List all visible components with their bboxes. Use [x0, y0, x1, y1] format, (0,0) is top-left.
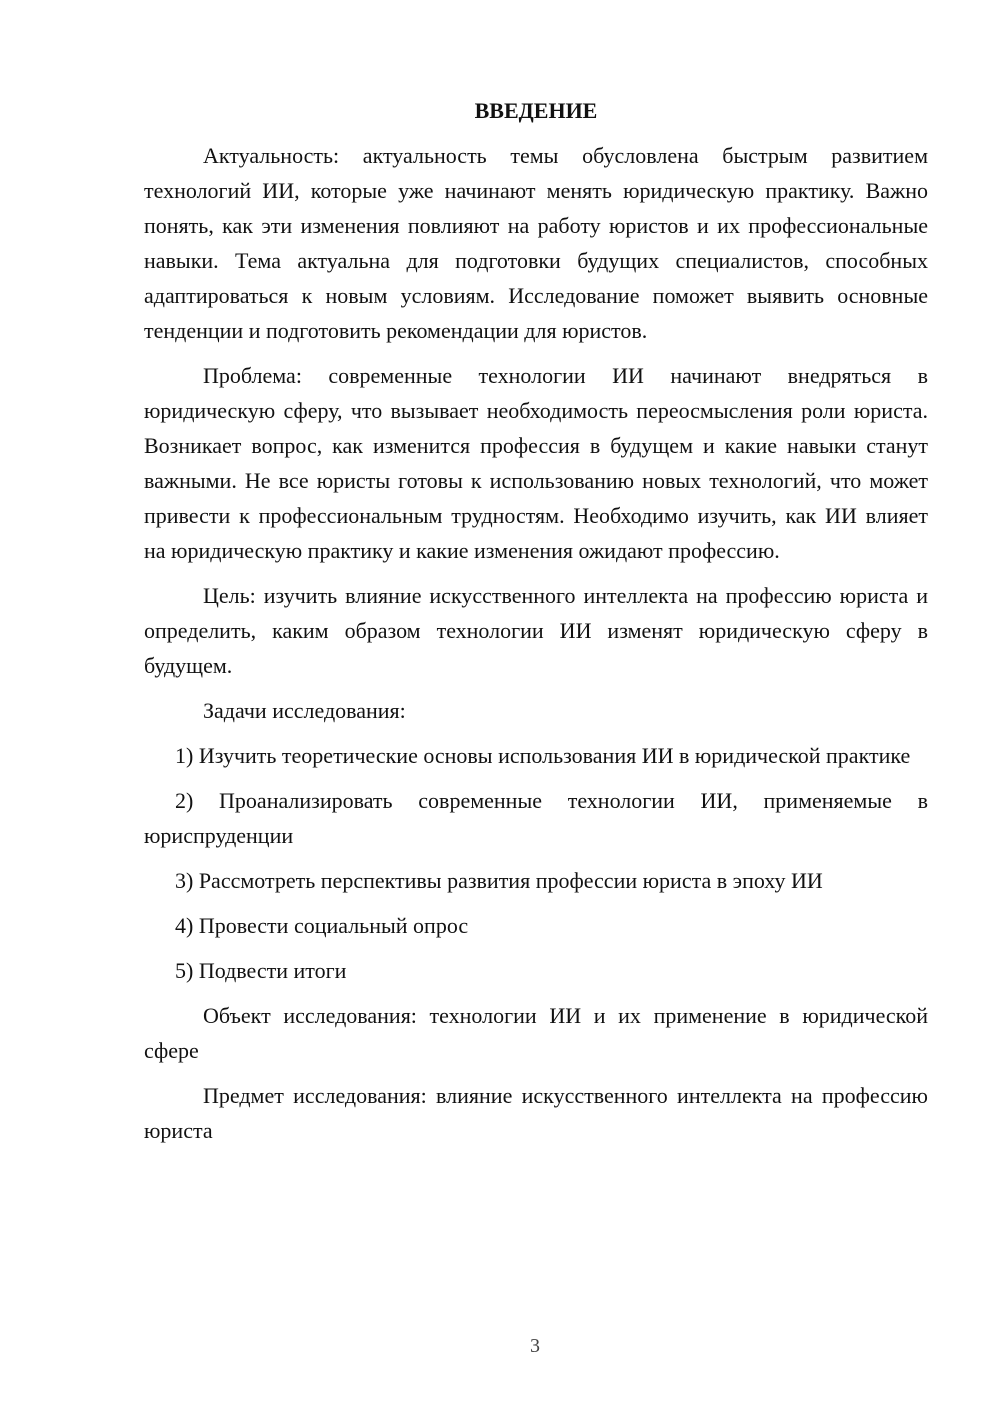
- page-content: [144, 96, 928, 1158]
- subject-paragraph: Предмет исследования: влияние искусственного интеллекта на профессию юриста: [144, 1083, 928, 1143]
- goal-paragraph: Цель: изучить влияние искусственного интеллекта на профессию юриста и определить, каким образом технологии ИИ изменят юридическую сферу в будущем.: [144, 583, 928, 678]
- task-item-2: 2) Проанализировать современные технологии ИИ, применяемые в юриспруденции: [144, 788, 928, 848]
- task-item-3: 3) Рассмотреть перспективы развития профессии юриста в эпоху ИИ: [175, 868, 823, 893]
- task-item-1: 1) Изучить теоретические основы использования ИИ в юридической практике: [175, 743, 911, 768]
- problem-paragraph: Проблема: современные технологии ИИ начинают внедряться в юридическую сферу, что вызывает необходимость переосмысления роли юриста. Возникает вопрос, как изменится профессия в будущем и какие навыки станут важными. Не все юристы готовы к использованию новых технологий, что может привести к профессиональным трудностям. Необходимо изучить, как ИИ влияет на юридическую практику и какие изменения ожидают профессию.: [144, 363, 928, 563]
- page-number: 3: [530, 1335, 540, 1357]
- relevance-paragraph: Актуальность: актуальность темы обусловлена быстрым развитием технологий ИИ, которые уже начинают менять юридическую практику. Важно понять, как эти изменения повлияют на работу юристов и их профессиональные навыки. Тема актуальна для подготовки будущих специалистов, способных адаптироваться к новым условиям. Исследование поможет выявить основные тенденции и подготовить рекомендации для юристов.: [144, 143, 928, 343]
- tasks-heading: Задачи исследования:: [203, 698, 406, 723]
- task-item-4: 4) Провести социальный опрос: [175, 913, 469, 938]
- page-title: ВВЕДЕНИЕ: [474, 98, 598, 123]
- object-paragraph: Объект исследования: технологии ИИ и их применение в юридической сфере: [144, 1003, 928, 1063]
- task-item-5: 5) Подвести итоги: [175, 958, 347, 983]
